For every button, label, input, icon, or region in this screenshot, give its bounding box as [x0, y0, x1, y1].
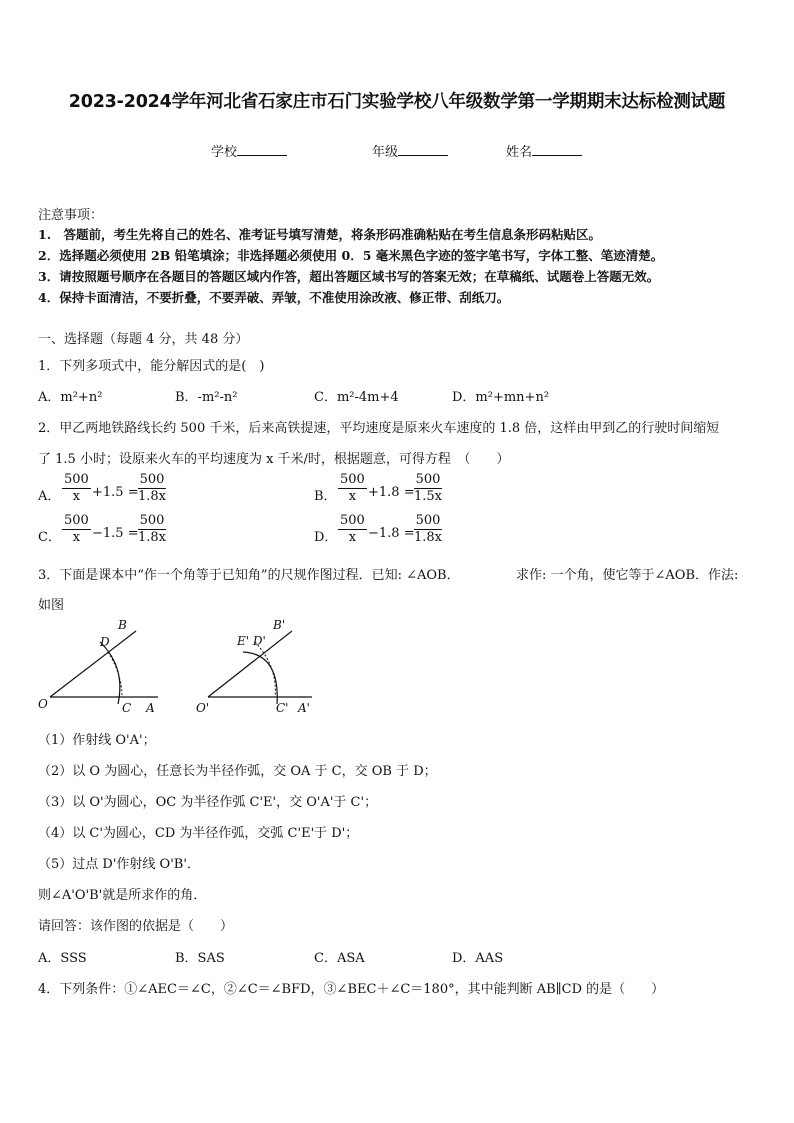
q1-option-a: A．m²+n² [38, 390, 103, 405]
name-label: 姓名 [506, 145, 533, 160]
q3-line-2: 如图 [38, 598, 65, 613]
school-field[interactable] [211, 141, 287, 160]
numerator: 500 [64, 513, 89, 528]
fraction [62, 472, 91, 505]
name-field[interactable] [506, 141, 582, 160]
numerator: 500 [64, 472, 89, 487]
q1-stem: 1．下列多项式中，能分解因式的是( ) [38, 359, 265, 374]
denominator: x [348, 489, 357, 504]
q2-option-b-label: B． [314, 489, 337, 504]
denominator: 1.8x [138, 530, 167, 545]
denominator: x [72, 489, 81, 504]
label-c: C [122, 701, 132, 715]
q3-step-5: （5）过点 D'作射线 O'B'． [38, 857, 200, 872]
school-blank[interactable] [237, 143, 287, 156]
denominator: 1.8x [138, 489, 167, 504]
label-b-prime: B' [273, 618, 286, 632]
fraction [136, 472, 168, 505]
figure-angle-aob [38, 618, 158, 715]
label-o: O [38, 697, 48, 711]
dashed-arc [255, 642, 275, 697]
q3-line-1a: 3．下面是课本中“作一个角等于已知角”的尺规作图过程．已知: ∠AOB． [38, 568, 460, 583]
q4-stem: 4．下列条件：①∠AEC＝∠C，②∠C＝∠BFD，③∠BEC＋∠C＝180°，其中能判断 AB∥CD 的是（ ） [38, 982, 665, 997]
fraction [412, 472, 444, 505]
q3-figure [30, 612, 330, 722]
notice-heading: 注意事项： [38, 208, 104, 223]
fraction [62, 513, 91, 546]
q2-option-a-label: A． [38, 489, 61, 504]
fraction [412, 513, 444, 546]
q3-step-4: （4）以 C'为圆心，CD 为半径作弧，交弧 C'E'于 D'； [38, 826, 359, 841]
page-title: 2023-2024学年河北省石家庄市石门实验学校八年级数学第一学期期末达标检测试题 [68, 92, 726, 112]
grade-field[interactable] [372, 141, 448, 160]
label-o-prime: O' [196, 701, 210, 715]
school-label: 学校 [211, 145, 238, 160]
q2-option-c-label: C． [38, 530, 61, 545]
q3-question: 请回答：该作图的依据是（ ） [38, 919, 234, 934]
operator: −1.8 = [368, 526, 415, 541]
operator: +1.5 = [92, 485, 139, 500]
fraction [338, 472, 367, 505]
label-c-prime: C' [276, 701, 289, 715]
numerator: 500 [139, 472, 165, 487]
fraction [136, 513, 168, 546]
q3-step-3: （3）以 O'为圆心，OC 为半径作弧 C'E'，交 O'A'于 C'； [38, 795, 378, 810]
denominator: 1.5x [414, 489, 443, 504]
label-d: D [100, 635, 110, 649]
numerator: 500 [139, 513, 165, 528]
denominator: x [348, 530, 357, 545]
grade-blank[interactable] [398, 143, 448, 156]
notice-item-2: 2．选择题必须使用 2B 铅笔填涂；非选择题必须使用 0．5 毫米黑色字迹的签字笔书写，字体工整、笔迹清楚。 [38, 248, 664, 263]
q2-line-1: 2．甲乙两地铁路线长约 500 千米，后来高铁提速，平均速度是原来火车速度的 1.8 倍，这样由甲到乙的行驶时间缩短 [38, 421, 720, 436]
operator: −1.5 = [92, 526, 139, 541]
q3-option-b: B．SAS [175, 951, 225, 966]
grade-label: 年级 [372, 145, 399, 160]
q3-option-a: A．SSS [38, 951, 87, 966]
arc-c-prime-e-prime [243, 652, 277, 704]
numerator: 500 [340, 513, 365, 528]
label-b: B [118, 618, 127, 632]
notice-item-3: 3．请按照题号顺序在各题目的答题区域内作答，超出答题区域书写的答案无效；在草稿纸、试题卷上答题无效。 [38, 269, 660, 284]
q3-conclusion: 则∠A'O'B'就是所求作的角． [38, 888, 207, 903]
numerator: 500 [340, 472, 365, 487]
denominator: 1.8x [414, 530, 443, 545]
denominator: x [72, 530, 81, 545]
q3-step-2: （2）以 O 为圆心，任意长为半径作弧，交 OA 于 C，交 OB 于 D； [38, 764, 437, 779]
operator: +1.8 = [368, 485, 415, 500]
q3-option-c: C．ASA [314, 951, 365, 966]
notice-item-1: 1. 答题前，考生先将自己的姓名、准考证号填写清楚，将条形码准确粘贴在考生信息条形码粘贴区。 [38, 227, 602, 242]
q2-option-d-label: D． [314, 530, 338, 545]
numerator: 500 [415, 513, 441, 528]
figure-angle-a-prime [196, 618, 312, 715]
q3-line-1b: 求作: 一个角，使它等于∠AOB．作法: [516, 568, 739, 583]
q3-option-d: D．AAS [452, 951, 504, 966]
fraction [338, 513, 367, 546]
q3-step-1: （1）作射线 O'A'； [38, 733, 156, 748]
q1-option-d: D．m²+mn+n² [452, 390, 550, 405]
label-e-prime-d-prime: E' D' [237, 634, 266, 648]
numerator: 500 [415, 472, 441, 487]
section-heading: 一、选择题（每题 4 分，共 48 分） [38, 332, 249, 347]
q2-line-2: 了 1.5 小时；设原来火车的平均速度为 x 千米/时，根据题意，可得方程 （ ） [38, 452, 510, 467]
name-blank[interactable] [532, 143, 582, 156]
q1-option-b: B．-m²-n² [175, 390, 238, 405]
notice-item-4: 4．保持卡面清洁，不要折叠，不要弄破、弄皱，不准使用涂改液、修正带、刮纸刀。 [38, 290, 510, 305]
label-a-prime: A' [298, 701, 310, 715]
q1-option-c: C．m²-4m+4 [314, 390, 399, 405]
ray-ob [50, 631, 136, 697]
label-a: A [146, 701, 155, 715]
